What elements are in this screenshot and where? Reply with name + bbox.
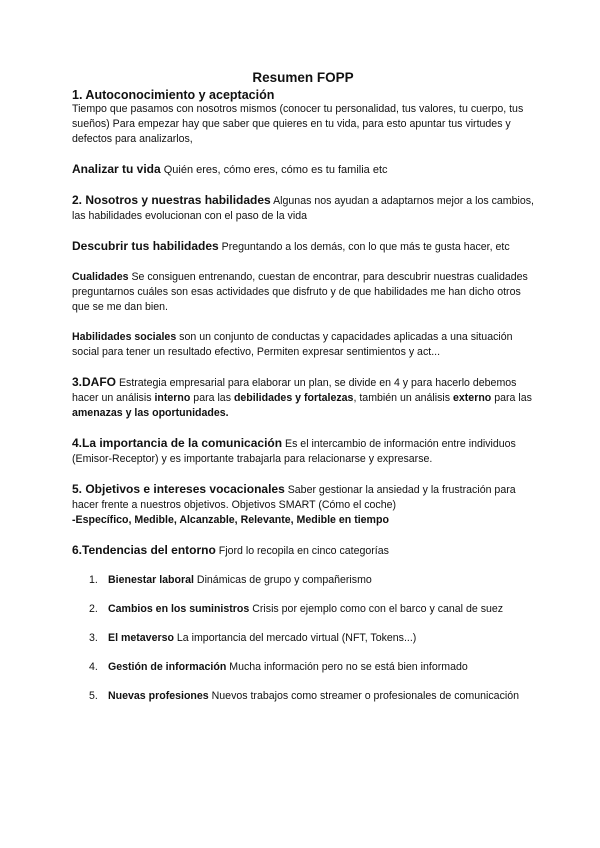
section-text: son un conjunto de conductas y capacidades aplicadas a una situación social para tener un resultado efectivo, Permiten expresar sentimientos y act...	[72, 331, 513, 358]
list-item-title: Nuevas profesiones	[108, 690, 209, 702]
list-number: 5.	[89, 690, 98, 702]
list-number: 2.	[89, 603, 98, 615]
section-heading: 4.La importancia de la comunicación	[72, 436, 283, 450]
section-comunicacion	[72, 436, 534, 467]
section-text: Preguntando a los demás, con lo que más te gusta hacer, etc	[218, 241, 510, 253]
list-item	[72, 689, 534, 704]
section-text: , también un análisis	[353, 392, 453, 404]
list-number: 4.	[89, 661, 98, 673]
list-item	[72, 573, 534, 588]
section-text: para las	[190, 392, 234, 404]
list-item-text: Mucha información pero no se está bien informado	[226, 661, 468, 673]
list-item-text: Nuevos trabajos como streamer o profesionales de comunicación	[208, 690, 520, 702]
section-text: Es el intercambio de información entre individuos (Emisor-Receptor) y es importante trabajarla para relacionarse y expresarse.	[72, 438, 516, 465]
section-text: Tiempo que pasamos con nosotros mismos (conocer tu personalidad, tus valores, tu cuerpo, tus sueños) Para empezar hay que saber que quieres en tu vida, para esto apuntar tus virtudes y defectos para analizarlos,	[72, 103, 524, 145]
list-item-title: El metaverso	[108, 632, 174, 644]
section-heading: Descubrir tus habilidades	[72, 239, 219, 253]
section-heading: 1. Autoconocimiento y aceptación	[72, 88, 275, 102]
section-text: Algunas nos ayudan a adaptarnos mejor a los cambios, las habilidades evolucionan con el paso de la vida	[72, 195, 534, 222]
section-analizar-vida	[72, 162, 534, 178]
document-body	[72, 70, 534, 718]
section-heading: Cualidades	[72, 271, 129, 283]
section-text: Quién eres, cómo eres, cómo es tu familia etc	[160, 164, 388, 176]
list-item-title: Bienestar laboral	[108, 574, 194, 586]
section-text: Fjord lo recopila en cinco categorías	[215, 545, 389, 557]
emphasis-text: externo	[453, 392, 492, 404]
section-dafo	[72, 375, 534, 421]
list-item	[72, 631, 534, 646]
document-title: Resumen FOPP	[252, 70, 354, 85]
section-habilidades	[72, 193, 534, 224]
section-heading: 2. Nosotros y nuestras habilidades	[72, 193, 271, 207]
section-text: Saber gestionar la ansiedad y la frustración para hacer frente a nuestros objetivos. Objetivos SMART (Cómo el coche)	[72, 484, 516, 511]
section-heading: Habilidades sociales	[72, 331, 177, 343]
list-item	[72, 660, 534, 675]
list-number: 3.	[89, 632, 98, 644]
section-habilidades-sociales	[72, 330, 534, 360]
smart-objectives: -Específico, Medible, Alcanzable, Relevante, Medible en tiempo	[72, 514, 389, 526]
section-objetivos	[72, 482, 534, 528]
section-autoconocimiento	[72, 88, 534, 147]
section-cualidades	[72, 270, 534, 315]
list-item-title: Cambios en los suministros	[108, 603, 250, 615]
trends-list	[72, 573, 534, 704]
list-item-text: Dinámicas de grupo y compañerismo	[193, 574, 372, 586]
section-tendencias	[72, 543, 534, 704]
list-item-text: Crisis por ejemplo como con el barco y canal de suez	[249, 603, 504, 615]
emphasis-text: amenazas y las oportunidades.	[72, 407, 229, 419]
emphasis-text: debilidades y fortalezas	[233, 392, 354, 404]
list-item-text: La importancia del mercado virtual (NFT, Tokens...)	[173, 632, 417, 644]
section-descubrir-habilidades	[72, 239, 534, 255]
section-heading: 6.Tendencias del entorno	[72, 543, 216, 557]
section-heading: 3.DAFO	[72, 375, 117, 389]
section-text: Estrategia empresarial para elaborar un plan, se divide en 4 y para hacerlo debemos hacer un análisis	[72, 377, 517, 404]
section-heading: Analizar tu vida	[72, 162, 161, 176]
section-heading: 5. Objetivos e intereses vocacionales	[72, 482, 285, 496]
list-item	[72, 602, 534, 617]
list-item-title: Gestión de información	[108, 661, 227, 673]
section-text: Se consiguen entrenando, cuestan de encontrar, para descubrir nuestras cualidades preguntarnos cuáles son esas actividades que disfruto y de que habilidades me han dicho otros que se me dan bien.	[72, 271, 528, 313]
list-number: 1.	[89, 574, 98, 586]
section-text: para las	[491, 392, 532, 404]
emphasis-text: interno	[154, 392, 191, 404]
